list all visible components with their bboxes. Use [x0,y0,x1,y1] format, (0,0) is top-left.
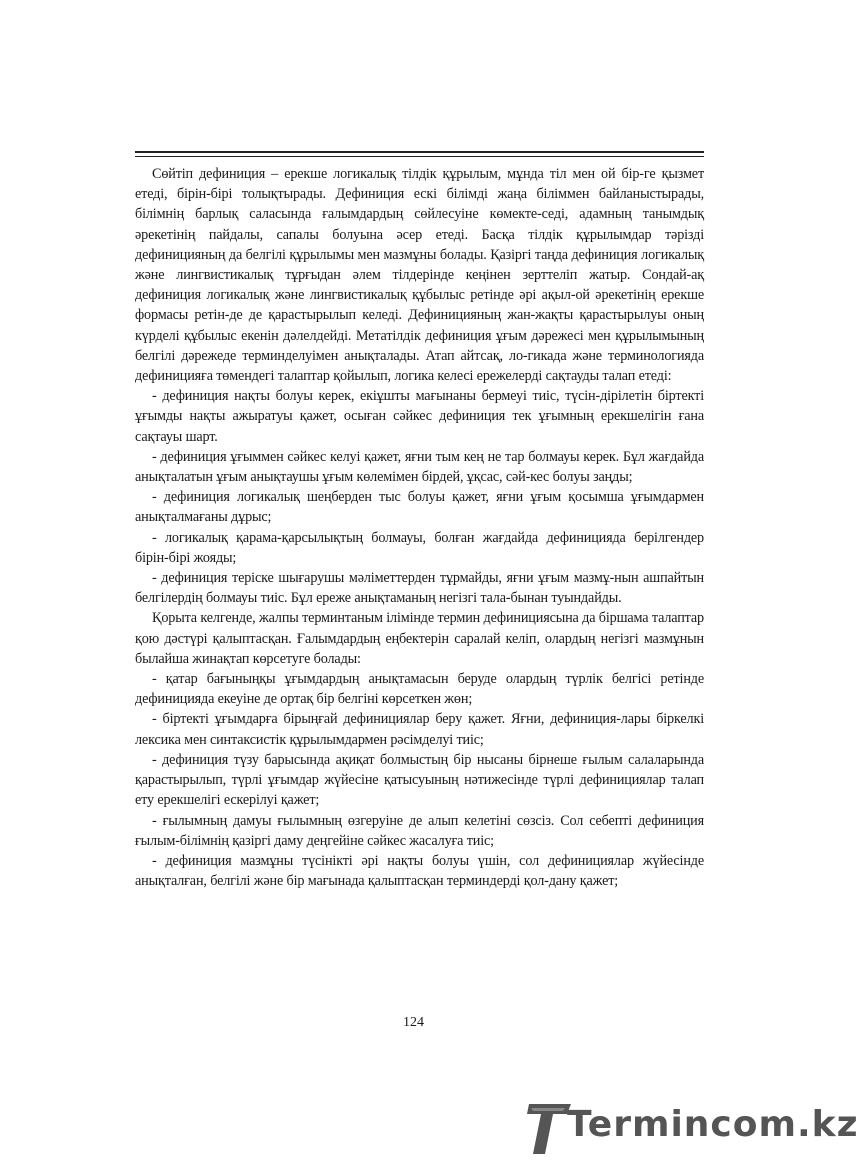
paragraph: - дефиниция нақты болуы керек, екіұшты мағынаны бермеуі тиіс, түсін-дірілетін біртекті ұғымды нақты ажыратуы қажет, осыған сәйкес дефиниция тек ұғымның ерекшелігін ғана сақтауы шарт. [135,388,704,445]
paragraph: - қатар бағыныңқы ұғымдардың анықтамасын беруде олардың түрлік белгісі ретінде дефиницияда екеуіне де ортақ бір белгіні көрсеткен жөн; [135,671,704,708]
paragraph: - дефиниция мазмұны түсінікті әрі нақты болуы үшін, сол дефинициялар жүйесінде анықталған, белгілі және бір мағынада қалыптасқан терминдерді қол-дану қажет; [135,852,704,890]
paragraph: - дефиниция теріске шығарушы мәліметтерден тұрмайды, яғни ұғым мазмұ-нын ашпайтын белгілердің болмауы тиіс. Бұл ереже анықтаманың негізгі тала-бынан туындайды. [135,570,704,607]
paragraph: - логикалық қарама-қарсылықтың болмауы, болған жағдайда дефиницияда берілгендер бірін-бірі жояды; [135,529,704,566]
page-number: 124 [403,1015,424,1030]
logo-text: Termincom.kz [567,1104,859,1145]
paragraph: - дефиниция түзу барысында ақиқат болмыстың бір нысаны бірнеше ғылым салаларында қарастырылып, түрлі ұғымдар жүйесіне қатысуының нәтижесінде түрлі дефинициялар талап ету ерекшелігі ескерілуі қажет; [135,751,704,809]
header-rule-thin [135,156,704,157]
termincom-t-logo-icon [527,1100,571,1156]
body-text [135,164,704,891]
paragraph: Сөйтіп дефиниция – ерекше логикалық тілдік құрылым, мұнда тіл мен ой бір-ге қызмет етеді, бірін-бірі толықтырады. Дефиниция ескі білімді жаңа біліммен байланыстырады, білімнің барлық саласында ғалымдардың сөйлесуіне көмекте-седі, адамның танымдық әрекетінің пайдалы, сапалы болуына әсер етеді. Басқа тілдік құрылымдар тәрізді дефиницияның да белгілі құрылымы мен мазмұны болады. Қазіргі таңда дефиниция логикалық және лингвистикалық тұрғыдан әлем тілдерінде кеңінен зерттеліп жатыр. Сондай-ақ дефиниция логикалық және лингвистикалық құбылыс ретінде әрі ақыл-ой әрекетінің ерекше формасы ретін-де де қарастырылып келеді. Дефиницияның жан-жақты қарастырылуы оның күрделі құбылыс екенін дәлелдейді. Метатілдік дефиниция ұғым дәрежесі мен құрылымының белгілі дәрежеде терминделуімен анықталады. Атап айтсақ, ло-гикада және терминологияда дефиницияға төмендегі талаптар қойылып, логика келесі ережелерді сақтауды талап етеді: [135,166,704,385]
paragraph: - дефиниция логикалық шеңберден тыс болуы қажет, яғни ұғым қосымша ұғымдармен анықталмағаны дұрыс; [135,489,704,526]
termincom-logo [527,1098,859,1158]
paragraph: - біртекті ұғымдарға бірыңғай дефинициялар беру қажет. Яғни, дефиниция-лары біркелкі лексика мен синтаксистік құрылымдармен рәсімделуі тиіс; [135,711,704,748]
paragraph: - ғылымның дамуы ғылымның өзгеруіне де алып келетіні сөзсіз. Сол себепті дефиниция ғылым-білімнің қазіргі даму деңгейіне сәйкес жасалуға тиіс; [135,812,704,849]
paragraph: - дефиниция ұғыммен сәйкес келуі қажет, яғни тым кең не тар болмауы керек. Бұл жағдайда анықталатын ұғым анықтаушы ұғым көлемімен бірдей, ұқсас, сәй-кес болуы заңды; [135,448,704,486]
paragraph: Қорыта келгенде, жалпы терминтаным ілімінде термин дефинициясына да біршама талаптар қою дәстүрі қалыптасқан. Ғалымдардың еңбектерін саралай келіп, олардың негізгі мазмұнын былайша жинақтап көрсетуге болады: [135,610,704,667]
header-rule-thick [135,151,704,153]
